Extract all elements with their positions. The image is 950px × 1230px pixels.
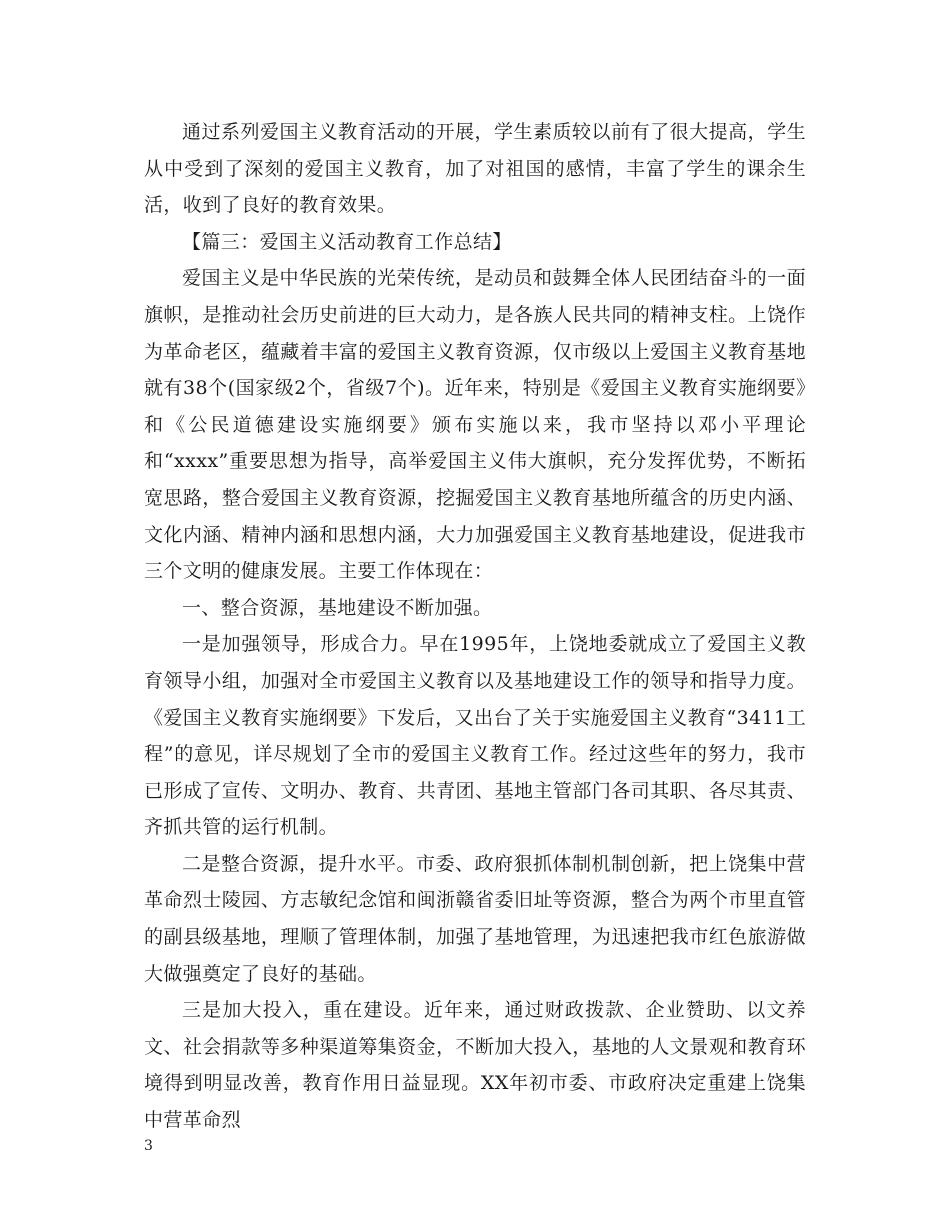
body-paragraph: 三是加大投入，重在建设。近年来，通过财政拨款、企业赞助、以文养文、社会捐款等多种渠道筹集资金，不断加大投入，基地的人文景观和教育环境得到明显改善，教育作用日益显现。XX年初市委、市政府决定重建上饶集中营革命烈	[144, 999, 806, 1132]
body-paragraph: 一是加强领导，形成合力。早在1995年，上饶地委就成立了爱国主义教育领导小组，加强对全市爱国主义教育以及基地建设工作的领导和指导力度。《爱国主义教育实施纲要》下发后，又出台了关于实施爱国主义教育“3411工程”的意见，详尽规划了全市的爱国主义教育工作。经过这些年的努力，我市已形成了宣传、文明办、教育、共青团、基地主管部门各司其职、各尽其责、齐抓共管的运行机制。	[144, 633, 806, 839]
document-body	[144, 114, 806, 1139]
body-paragraph: 二是整合资源，提升水平。市委、政府狠抓体制机制创新，把上饶集中营革命烈士陵园、方志敏纪念馆和闽浙赣省委旧址等资源，整合为两个市里直管的副县级基地，理顺了管理体制，加强了基地管理，为迅速把我市红色旅游做大做强奠定了良好的基础。	[144, 852, 806, 985]
section-heading: 【篇三：爱国主义活动教育工作总结】	[182, 230, 512, 253]
page-number: 3	[144, 1138, 153, 1154]
subsection-heading: 一、整合资源，基地建设不断加强。	[182, 596, 493, 619]
body-paragraph: 爱国主义是中华民族的光荣传统，是动员和鼓舞全体人民团结奋斗的一面旗帜，是推动社会历史前进的巨大动力，是各族人民共同的精神支柱。上饶作为革命老区，蕴藏着丰富的爱国主义教育资源，仅市级以上爱国主义教育基地就有38个(国家级2个，省级7个)。近年来，特别是《爱国主义教育实施纲要》和《公民道德建设实施纲要》颁布实施以来，我市坚持以邓小平理论和“xxxx”重要思想为指导，高举爱国主义伟大旗帜，充分发挥优势，不断拓宽思路，整合爱国主义教育资源，挖掘爱国主义教育基地所蕴含的历史内涵、文化内涵、精神内涵和思想内涵，大力加强爱国主义教育基地建设，促进我市三个文明的健康发展。主要工作体现在：	[144, 267, 806, 583]
body-paragraph: 通过系列爱国主义教育活动的开展，学生素质较以前有了很大提高，学生从中受到了深刻的爱国主义教育，加了对祖国的感情，丰富了学生的课余生活，收到了良好的教育效果。	[144, 121, 806, 217]
